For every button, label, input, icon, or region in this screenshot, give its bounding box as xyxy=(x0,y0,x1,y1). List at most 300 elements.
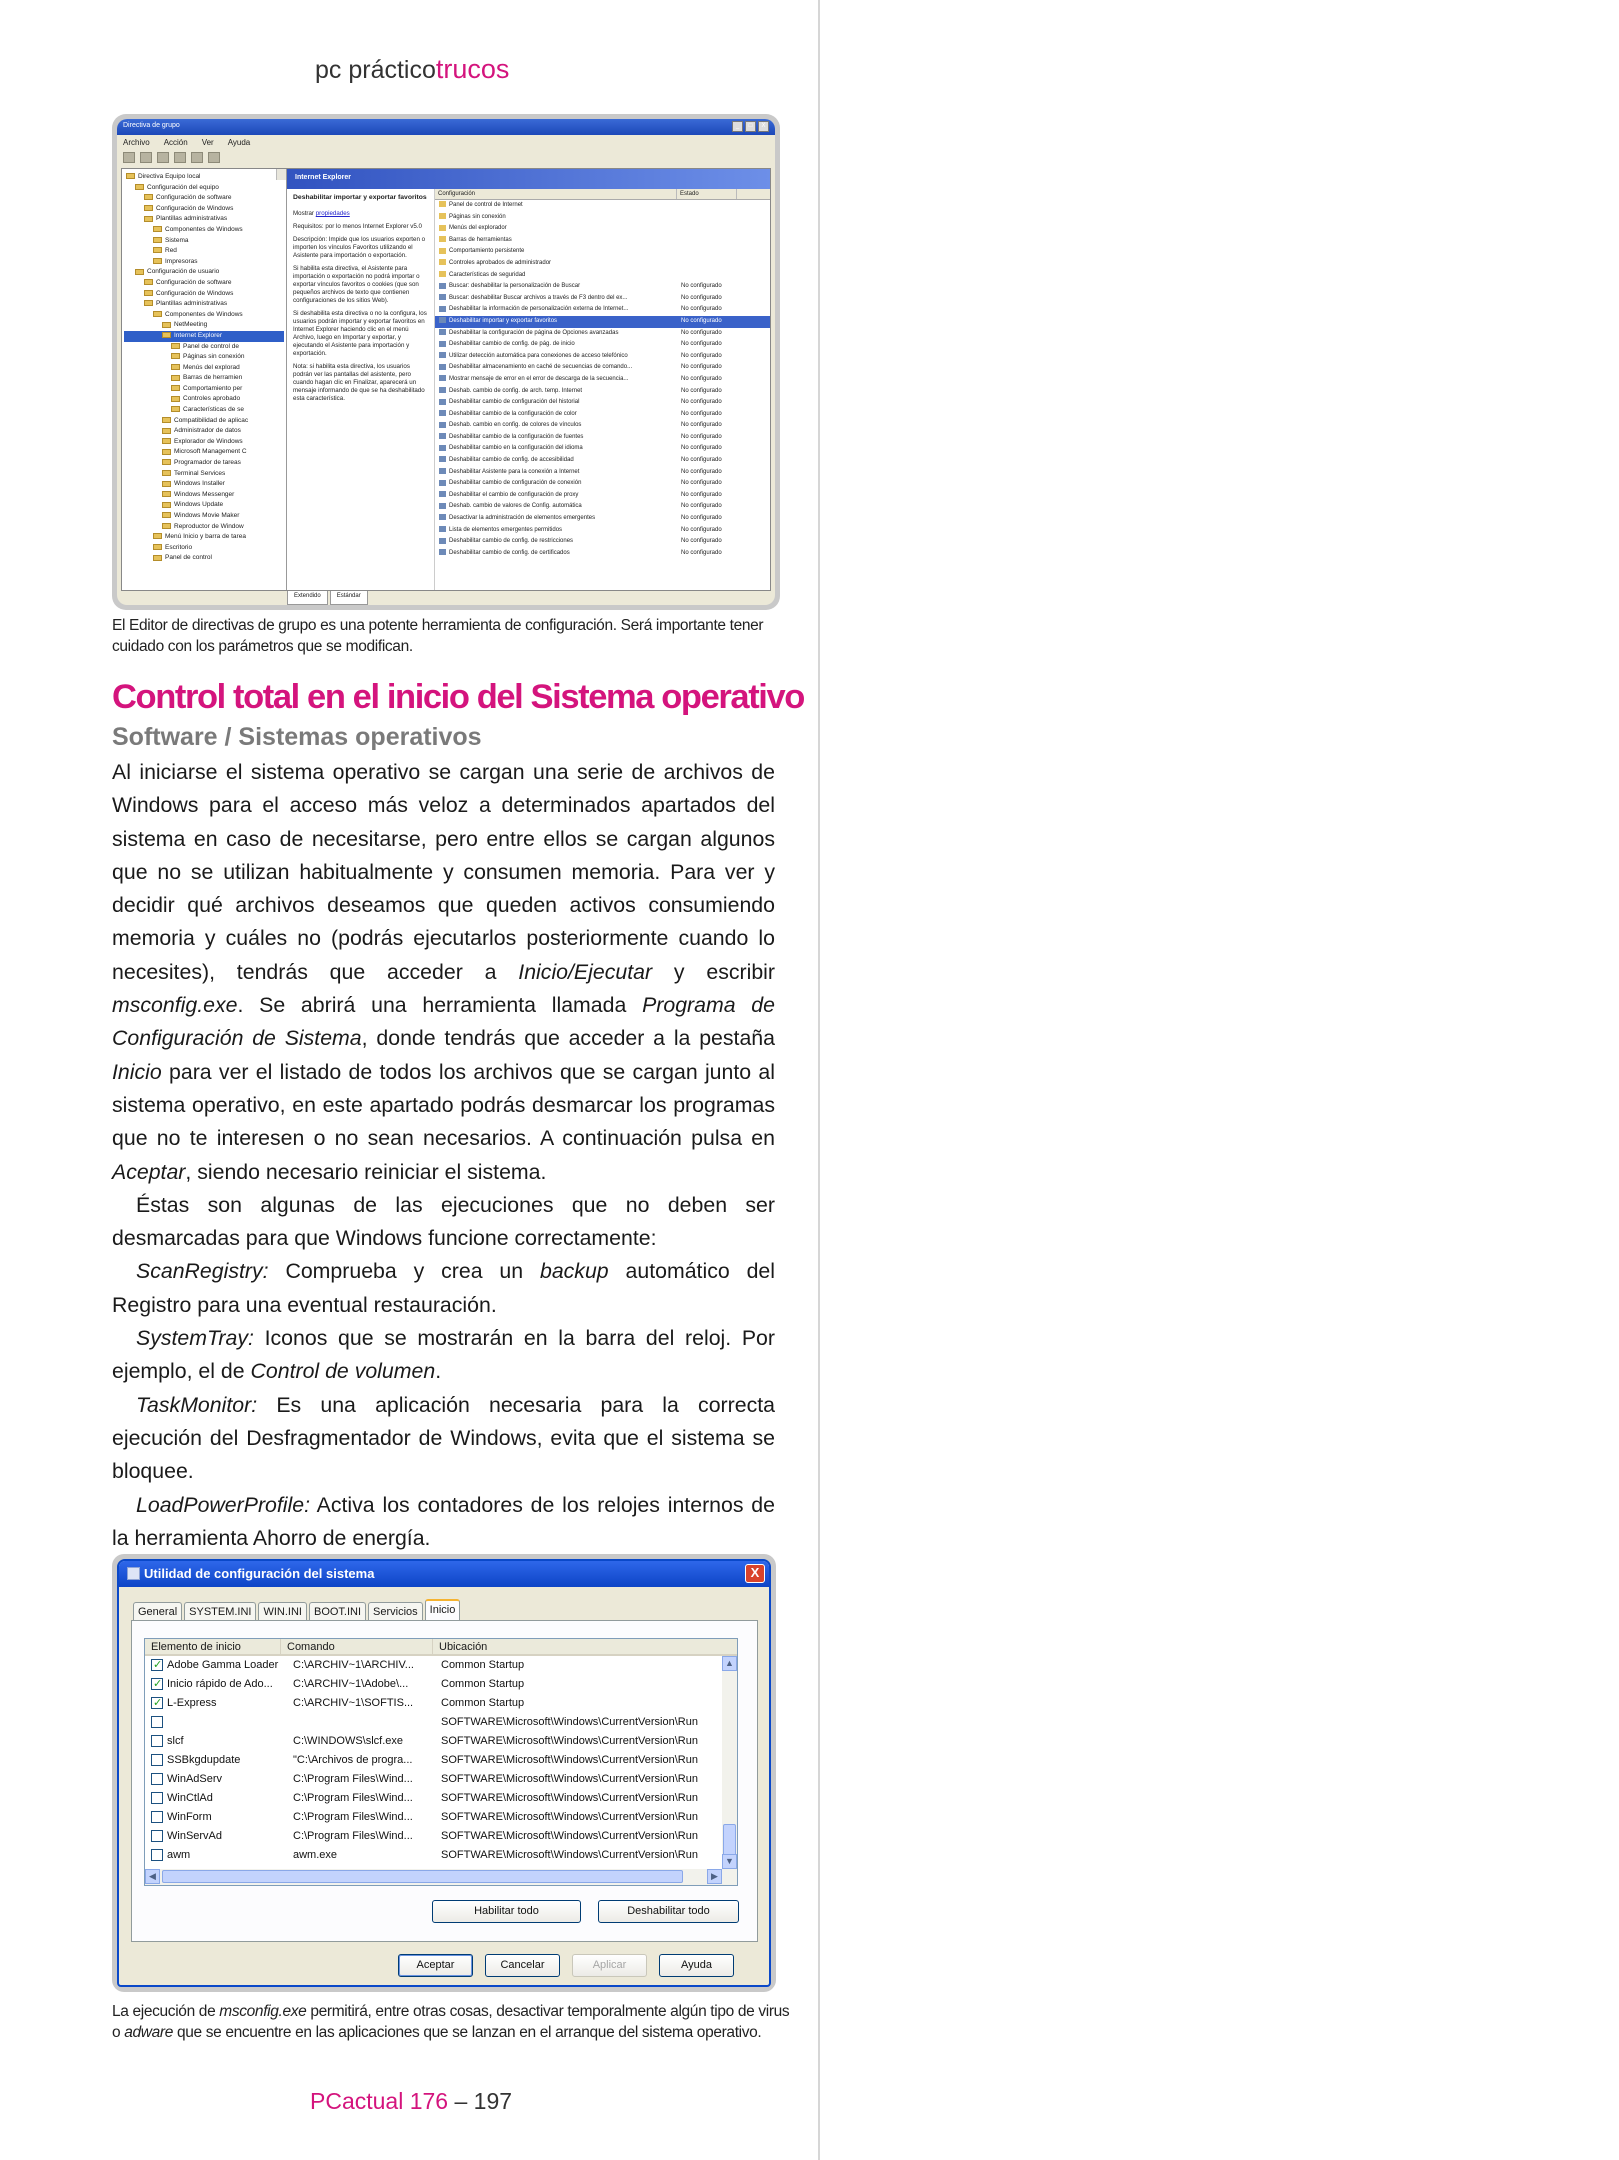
folder-icon xyxy=(153,311,162,317)
folder-icon xyxy=(439,259,446,265)
tree-item[interactable] xyxy=(124,214,284,225)
startup-item-command: C:\Program Files\Wind... xyxy=(293,1792,413,1804)
forward-icon[interactable] xyxy=(140,152,152,163)
startup-item-location: SOFTWARE\Microsoft\Windows\CurrentVersion\Run xyxy=(441,1754,698,1766)
policy-name-cell xyxy=(435,212,677,224)
startup-row[interactable] xyxy=(145,1827,737,1846)
p1-command: msconfig.exe xyxy=(112,993,238,1018)
view-tabs xyxy=(287,591,368,605)
startup-checkbox[interactable] xyxy=(151,1754,163,1766)
folder-icon xyxy=(153,533,162,539)
policy-row[interactable] xyxy=(435,362,770,374)
policy-row[interactable] xyxy=(435,536,770,548)
policy-name: Deshabilitar la información de personalización externa de Internet... xyxy=(449,306,629,313)
folder-icon xyxy=(144,279,153,285)
back-icon[interactable] xyxy=(123,152,135,163)
policy-row[interactable] xyxy=(435,281,770,293)
tree-item[interactable] xyxy=(124,331,284,342)
policy-row[interactable] xyxy=(435,420,770,432)
policy-icon xyxy=(439,468,446,474)
policy-list xyxy=(435,189,770,590)
startup-checkbox[interactable] xyxy=(151,1792,163,1804)
tree-item[interactable] xyxy=(124,469,284,480)
tree-item-label: Microsoft Management C xyxy=(174,448,247,456)
policy-state: No configurado xyxy=(681,468,722,475)
startup-checkbox[interactable] xyxy=(151,1830,163,1842)
enable-all-button[interactable]: Habilitar todo xyxy=(432,1900,581,1923)
policy-icon xyxy=(439,526,446,532)
p1-tab-name: Inicio xyxy=(112,1059,162,1084)
tree-item-label: NetMeeting xyxy=(174,321,208,329)
tree-item-label: Windows Movie Maker xyxy=(174,512,240,519)
tree-item[interactable] xyxy=(124,500,284,511)
tree-item-label: Reproductor de Window xyxy=(174,522,244,530)
policy-icon xyxy=(439,549,446,555)
p1-text-c: . Se abrirá una herramienta llamada xyxy=(237,993,643,1018)
policy-row[interactable] xyxy=(435,397,770,409)
policy-icon xyxy=(439,445,446,451)
folder-icon xyxy=(144,205,153,211)
startup-row[interactable] xyxy=(145,1694,737,1713)
tree-item-label: Sistema xyxy=(165,236,189,244)
tree-item[interactable] xyxy=(124,320,284,331)
policy-row[interactable] xyxy=(435,409,770,421)
policy-name-cell xyxy=(435,200,677,212)
footer-magazine: PCactual 176 xyxy=(310,2088,449,2114)
tree-item[interactable] xyxy=(124,352,284,363)
p1-text-d: , donde tendrás que acceder a la pestaña xyxy=(361,1026,775,1051)
policy-name-cell xyxy=(435,293,677,305)
tree-item[interactable] xyxy=(124,416,284,427)
startup-item-name: Adobe Gamma Loader xyxy=(167,1659,279,1671)
tree-item[interactable] xyxy=(124,342,284,353)
policy-row[interactable] xyxy=(435,293,770,305)
policy-name: Desactivar la administración de elementos emergentes xyxy=(449,515,596,522)
policy-icon xyxy=(439,456,446,462)
startup-item-location: SOFTWARE\Microsoft\Windows\CurrentVersion\Run xyxy=(441,1773,698,1785)
policy-state xyxy=(677,235,737,247)
folder-icon xyxy=(144,194,153,200)
startup-row[interactable] xyxy=(145,1808,737,1827)
policy-row[interactable] xyxy=(435,374,770,386)
startup-item-location: SOFTWARE\Microsoft\Windows\CurrentVersion\Run xyxy=(441,1849,698,1861)
tree-item[interactable] xyxy=(124,522,284,533)
tree-item[interactable] xyxy=(124,543,284,554)
tab-extendido[interactable]: Extendido xyxy=(287,591,328,605)
tree-item-label: Configuración de Windows xyxy=(156,289,234,297)
tab-inicio[interactable]: Inicio xyxy=(425,1599,461,1622)
tree-item[interactable] xyxy=(124,310,284,321)
tree-item-label: Configuración de software xyxy=(156,194,232,202)
tree-item[interactable] xyxy=(124,236,284,247)
article-title: Control total en el inicio del Sistema operativo xyxy=(112,678,804,716)
policy-state xyxy=(677,258,737,270)
msconfig-tabs xyxy=(133,1602,460,1622)
show-label: Mostrar xyxy=(293,210,314,217)
tree-item-label: Menú Inicio y barra de tarea xyxy=(165,533,246,541)
menu-ver[interactable]: Ver xyxy=(201,138,214,147)
show-properties xyxy=(293,210,428,218)
policy-name: Utilizar detección automática para conexiones de acceso telefónico xyxy=(449,352,628,359)
policy-name-cell xyxy=(435,490,677,502)
tab-general[interactable]: General xyxy=(133,1602,182,1622)
startup-item-command: C:\Program Files\Wind... xyxy=(293,1773,413,1785)
policy-state: No configurado xyxy=(681,399,722,406)
scroll-left-icon[interactable]: ◀ xyxy=(145,1869,160,1884)
tree-item[interactable] xyxy=(124,373,284,384)
startup-row[interactable] xyxy=(145,1751,737,1770)
startup-item-name: L-Express xyxy=(167,1697,217,1709)
policy-name-cell xyxy=(435,420,677,432)
up-folder-icon[interactable] xyxy=(157,152,169,163)
policy-row[interactable] xyxy=(435,501,770,513)
article-paragraph-1 xyxy=(112,756,775,1189)
tree-item-label: Internet Explorer xyxy=(174,331,223,339)
policy-name-cell xyxy=(435,281,677,293)
policy-row[interactable] xyxy=(435,443,770,455)
folder-icon xyxy=(162,417,171,423)
header-elemento[interactable]: Elemento de inicio xyxy=(145,1639,281,1654)
policy-row[interactable] xyxy=(435,513,770,525)
help-button[interactable]: Ayuda xyxy=(659,1954,734,1977)
p4-text-a: Iconos que se mostrarán en la barra del reloj. Por ejemplo, el de xyxy=(112,1326,775,1384)
scroll-right-icon[interactable]: ▶ xyxy=(707,1869,722,1884)
menu-bar xyxy=(117,135,775,150)
policy-row[interactable] xyxy=(435,235,770,247)
p1-run-path: Inicio/Ejecutar xyxy=(518,959,653,984)
startup-row[interactable] xyxy=(145,1713,737,1732)
header-estado[interactable]: Estado xyxy=(677,189,737,199)
policy-state xyxy=(677,212,737,224)
policy-row[interactable] xyxy=(435,223,770,235)
policy-row[interactable] xyxy=(435,258,770,270)
policy-icon xyxy=(439,503,446,509)
article-paragraph-2: Éstas son algunas de las ejecuciones que no deben ser desmarcadas para que Windows funcione correctamente: xyxy=(112,1192,775,1251)
policy-details xyxy=(287,169,770,590)
tree-item[interactable] xyxy=(124,257,284,268)
scroll-up-icon[interactable]: ▲ xyxy=(722,1656,737,1671)
startup-item-command: C:\ARCHIV~1\Adobe\... xyxy=(293,1678,409,1690)
policy-name: Características de seguridad xyxy=(449,271,526,278)
policy-row[interactable] xyxy=(435,432,770,444)
policy-state: No configurado xyxy=(681,364,722,371)
startup-checkbox[interactable] xyxy=(151,1849,163,1861)
policy-row[interactable] xyxy=(435,525,770,537)
tab-estandar[interactable]: Estándar xyxy=(330,591,368,605)
policy-desc-4: Nota: si habilita esta directiva, los usuarios podrán ver las pantallas del asistente, pero cuando hagan clic en Finalizar, aparecerá un mensaje informando de que se ha deshabilitado esta característica. xyxy=(293,363,425,402)
close-button[interactable]: X xyxy=(758,121,769,132)
group-policy-titlebar xyxy=(117,119,775,135)
startup-checkbox[interactable] xyxy=(151,1735,163,1747)
policy-row[interactable] xyxy=(435,467,770,479)
policy-name: Deshabilitar cambio de config. de pág. de inicio xyxy=(449,341,575,348)
close-button[interactable]: X xyxy=(745,1564,765,1583)
tree-item[interactable] xyxy=(124,490,284,501)
startup-checkbox[interactable] xyxy=(151,1659,163,1671)
p1-button-name: Aceptar xyxy=(112,1159,186,1184)
tree-scrollbar[interactable] xyxy=(276,169,286,180)
policy-name-cell xyxy=(435,501,677,513)
tree-item[interactable] xyxy=(124,426,284,437)
article-paragraph-4 xyxy=(112,1322,775,1389)
startup-row[interactable] xyxy=(145,1675,737,1694)
policy-icon xyxy=(439,538,446,544)
properties-link[interactable]: propiedades xyxy=(315,210,350,217)
startup-checkbox[interactable] xyxy=(151,1773,163,1785)
tree-item[interactable] xyxy=(124,267,284,278)
menu-archivo[interactable]: Archivo xyxy=(123,138,150,147)
policy-name-cell xyxy=(435,374,677,386)
apply-button[interactable]: Aplicar xyxy=(572,1954,647,1977)
menu-ayuda[interactable]: Ayuda xyxy=(227,138,251,147)
policy-row[interactable] xyxy=(435,328,770,340)
policy-name: Barras de herramientas xyxy=(449,236,512,243)
tree-item[interactable] xyxy=(124,278,284,289)
tree-item[interactable] xyxy=(124,204,284,215)
tree-item-label: Configuración de Windows xyxy=(156,204,234,212)
folder-icon xyxy=(153,237,162,243)
folder-icon xyxy=(162,523,171,529)
policy-state: No configurado xyxy=(681,352,722,359)
startup-checkbox[interactable] xyxy=(151,1811,163,1823)
horizontal-scroll-thumb[interactable] xyxy=(162,1870,683,1883)
policy-name: Lista de elementos emergentes permitidos xyxy=(449,526,563,533)
export-icon[interactable] xyxy=(191,152,203,163)
policy-icon xyxy=(439,387,446,393)
tree-item[interactable] xyxy=(124,299,284,310)
policy-state xyxy=(677,200,737,212)
tree-item-label: Comportamiento per xyxy=(183,384,243,392)
folder-icon xyxy=(162,491,171,497)
policy-description xyxy=(287,189,435,590)
policy-name: Páginas sin conexión xyxy=(449,213,506,220)
policy-state: No configurado xyxy=(681,503,722,510)
startup-checkbox[interactable] xyxy=(151,1716,163,1728)
tree-item-label: Páginas sin conexión xyxy=(183,353,245,361)
startup-checkbox[interactable] xyxy=(151,1678,163,1690)
tree-item-label: Componentes de Windows xyxy=(165,225,243,233)
minimize-button[interactable]: _ xyxy=(732,121,743,132)
startup-item-location: Common Startup xyxy=(441,1659,525,1671)
tree-item[interactable] xyxy=(124,193,284,204)
group-policy-screenshot xyxy=(112,114,780,610)
policy-row[interactable] xyxy=(435,316,770,328)
tree-item[interactable] xyxy=(124,289,284,300)
folder-icon xyxy=(439,271,446,277)
folder-icon xyxy=(162,332,171,338)
policy-name-cell xyxy=(435,235,677,247)
tree-item[interactable] xyxy=(124,394,284,405)
vertical-scrollbar[interactable] xyxy=(722,1656,737,1869)
startup-list-header xyxy=(145,1639,737,1656)
policy-icon xyxy=(439,294,446,300)
p3-term: ScanRegistry: xyxy=(136,1259,269,1284)
policy-row[interactable] xyxy=(435,386,770,398)
policy-name-cell xyxy=(435,513,677,525)
tree-item-label: Componentes de Windows xyxy=(165,310,243,318)
folder-icon xyxy=(135,269,144,275)
policy-row[interactable] xyxy=(435,339,770,351)
folder-icon xyxy=(162,502,171,508)
tree-item[interactable] xyxy=(124,532,284,543)
column-divider xyxy=(818,0,820,2160)
startup-checkbox[interactable] xyxy=(151,1697,163,1709)
tree-item[interactable] xyxy=(124,437,284,448)
group-policy-title: Directiva de grupo xyxy=(123,122,180,129)
footer-page-number: 197 xyxy=(473,2088,513,2114)
folder-icon xyxy=(144,300,153,306)
folder-icon xyxy=(162,481,171,487)
header-configuracion[interactable]: Configuración xyxy=(435,189,677,199)
policy-row[interactable] xyxy=(435,455,770,467)
menu-accion[interactable]: Acción xyxy=(163,138,188,147)
startup-row[interactable] xyxy=(145,1732,737,1751)
policy-desc-2: Si habilita esta directiva, el Asistente para importación o exportación no podrá importar o exportar vínculos favoritos o cookies (que son pequeños archivos de texto que contienen configuraciones de los sitios Web). xyxy=(293,265,420,304)
policy-row[interactable] xyxy=(435,304,770,316)
p6-text-a: Activa los contadores de los relojes internos de la herramienta Ahorro de energía. xyxy=(112,1492,775,1550)
policy-state: No configurado xyxy=(681,549,722,556)
p4-term: SystemTray: xyxy=(136,1326,254,1351)
policy-name-cell xyxy=(435,443,677,455)
startup-item-location: SOFTWARE\Microsoft\Windows\CurrentVersion\Run xyxy=(441,1830,698,1842)
startup-item-command: awm.exe xyxy=(293,1849,338,1861)
tree-item[interactable] xyxy=(124,363,284,374)
folder-icon xyxy=(135,184,144,190)
policy-row[interactable] xyxy=(435,212,770,224)
help-icon[interactable] xyxy=(208,152,220,163)
policy-name-cell xyxy=(435,270,677,282)
tree-item[interactable] xyxy=(124,511,284,522)
policy-icon xyxy=(439,375,446,381)
article-paragraph-5 xyxy=(112,1389,775,1489)
policy-name: Buscar: deshabilitar Buscar archivos a través de F3 dentro del ex... xyxy=(449,294,628,301)
scroll-down-icon[interactable]: ▼ xyxy=(722,1854,737,1869)
tree-item-label: Windows Update xyxy=(174,501,224,509)
tree-item[interactable] xyxy=(124,183,284,194)
tree-item[interactable] xyxy=(124,405,284,416)
policy-row[interactable] xyxy=(435,490,770,502)
folder-icon xyxy=(171,353,180,359)
tree-item-label: Windows Messenger xyxy=(174,490,235,498)
tree-item-label: Plantillas administrativas xyxy=(156,215,228,223)
policy-list-header xyxy=(435,189,770,200)
startup-item-location: Common Startup xyxy=(441,1678,525,1690)
tree-item[interactable] xyxy=(124,553,284,564)
policy-name-cell xyxy=(435,548,677,560)
policy-name: Deshabilitar almacenamiento en caché de secuencias de comando... xyxy=(449,364,633,371)
folder-icon xyxy=(162,459,171,465)
startup-row[interactable] xyxy=(145,1656,737,1675)
policy-name: Deshab. cambio en config. de colores de vínculos xyxy=(449,422,582,429)
folder-icon xyxy=(162,512,171,518)
header-section: trucos xyxy=(435,54,510,84)
folder-icon xyxy=(153,247,162,253)
policy-row[interactable] xyxy=(435,548,770,560)
header-ubicacion[interactable]: Ubicación xyxy=(439,1641,488,1653)
policy-name-cell xyxy=(435,455,677,467)
startup-row[interactable] xyxy=(145,1770,737,1789)
policy-row[interactable] xyxy=(435,200,770,212)
tree-item-label: Plantillas administrativas xyxy=(156,300,228,308)
tree-item[interactable] xyxy=(124,246,284,257)
policy-name-cell xyxy=(435,536,677,548)
policy-state: No configurado xyxy=(681,491,722,498)
policy-name: Deshabilitar cambio en la configuración del idioma xyxy=(449,445,583,452)
caption2-text-b: permitirá, entre otras cosas, desactivar temporalmente algún tipo de virus o xyxy=(112,2003,790,2041)
p3-text-a: Comprueba y crea un xyxy=(268,1259,540,1284)
maximize-button[interactable]: □ xyxy=(745,121,756,132)
policy-icon xyxy=(439,410,446,416)
policy-icon xyxy=(439,329,446,335)
tab-boot-ini[interactable]: BOOT.INI xyxy=(309,1602,366,1622)
tree-item-label: Impresoras xyxy=(165,257,198,265)
disable-all-button[interactable]: Deshabilitar todo xyxy=(598,1900,739,1923)
policy-state: No configurado xyxy=(681,317,722,324)
tree-item-label: Programador de tareas xyxy=(174,459,241,467)
startup-item-name: WinAdServ xyxy=(167,1773,223,1785)
startup-row[interactable] xyxy=(145,1789,737,1808)
policy-heading: Deshabilitar importar y exportar favoritos xyxy=(293,194,427,201)
policy-state: No configurado xyxy=(681,341,722,348)
startup-row[interactable] xyxy=(145,1846,737,1865)
tab-system-ini[interactable]: SYSTEM.INI xyxy=(184,1602,256,1622)
tab-win-ini[interactable]: WIN.INI xyxy=(258,1602,307,1622)
policy-name-cell xyxy=(435,467,677,479)
tree-item-label: Windows Installer xyxy=(174,480,225,488)
policy-row[interactable] xyxy=(435,351,770,363)
policy-row[interactable] xyxy=(435,478,770,490)
p1-tool-name: Programa de Configuración de Sistema xyxy=(112,993,775,1051)
header-comando[interactable]: Comando xyxy=(281,1639,433,1654)
folder-icon xyxy=(162,470,171,476)
policy-name: Deshabilitar la configuración de página de Opciones avanzadas xyxy=(449,329,619,336)
startup-item-command: C:\Program Files\Wind... xyxy=(293,1830,413,1842)
policy-name: Deshab. cambio de valores de Config. automática xyxy=(449,503,582,510)
tree-item[interactable] xyxy=(124,479,284,490)
folder-icon xyxy=(171,364,180,370)
folder-icon xyxy=(439,248,446,254)
p1-text-b: y escribir xyxy=(652,959,775,984)
policy-desc-3: Si deshabilita esta directiva o no la configura, los usuarios podrán importar y exportar favoritos en Internet Explorer haciendo clic en el menú Archivo, luego en Importar y exportar, y ejecutando el Asistente para importación y exportación. xyxy=(293,310,427,357)
policy-icon xyxy=(439,433,446,439)
footer-separator: – xyxy=(448,2088,474,2114)
show-tree-icon[interactable] xyxy=(174,152,186,163)
policy-name: Deshabilitar cambio de configuración del historial xyxy=(449,399,580,406)
cancel-button[interactable]: Cancelar xyxy=(485,1954,560,1977)
policy-row[interactable] xyxy=(435,246,770,258)
p5-term: TaskMonitor: xyxy=(136,1392,258,1417)
folder-icon xyxy=(171,343,180,349)
tree-item[interactable] xyxy=(124,458,284,469)
horizontal-scrollbar[interactable] xyxy=(145,1869,737,1885)
startup-item-name: WinCtlAd xyxy=(167,1792,213,1804)
tree-item[interactable] xyxy=(124,384,284,395)
policy-name-cell xyxy=(435,432,677,444)
tab-servicios[interactable]: Servicios xyxy=(368,1602,423,1622)
tree-item[interactable] xyxy=(124,225,284,236)
tree-item-label: Panel de control de xyxy=(183,342,240,350)
ok-button[interactable]: Aceptar xyxy=(398,1954,473,1977)
policy-state: No configurado xyxy=(681,526,722,533)
policy-tree xyxy=(122,169,287,590)
policy-row[interactable] xyxy=(435,270,770,282)
policy-state: No configurado xyxy=(681,283,722,290)
msconfig-screenshot xyxy=(112,1554,776,1992)
startup-item-name xyxy=(167,1713,289,1732)
tree-item[interactable] xyxy=(124,172,284,183)
tree-item-label: Compatibilidad de aplicac xyxy=(174,416,249,424)
tree-item[interactable] xyxy=(124,447,284,458)
